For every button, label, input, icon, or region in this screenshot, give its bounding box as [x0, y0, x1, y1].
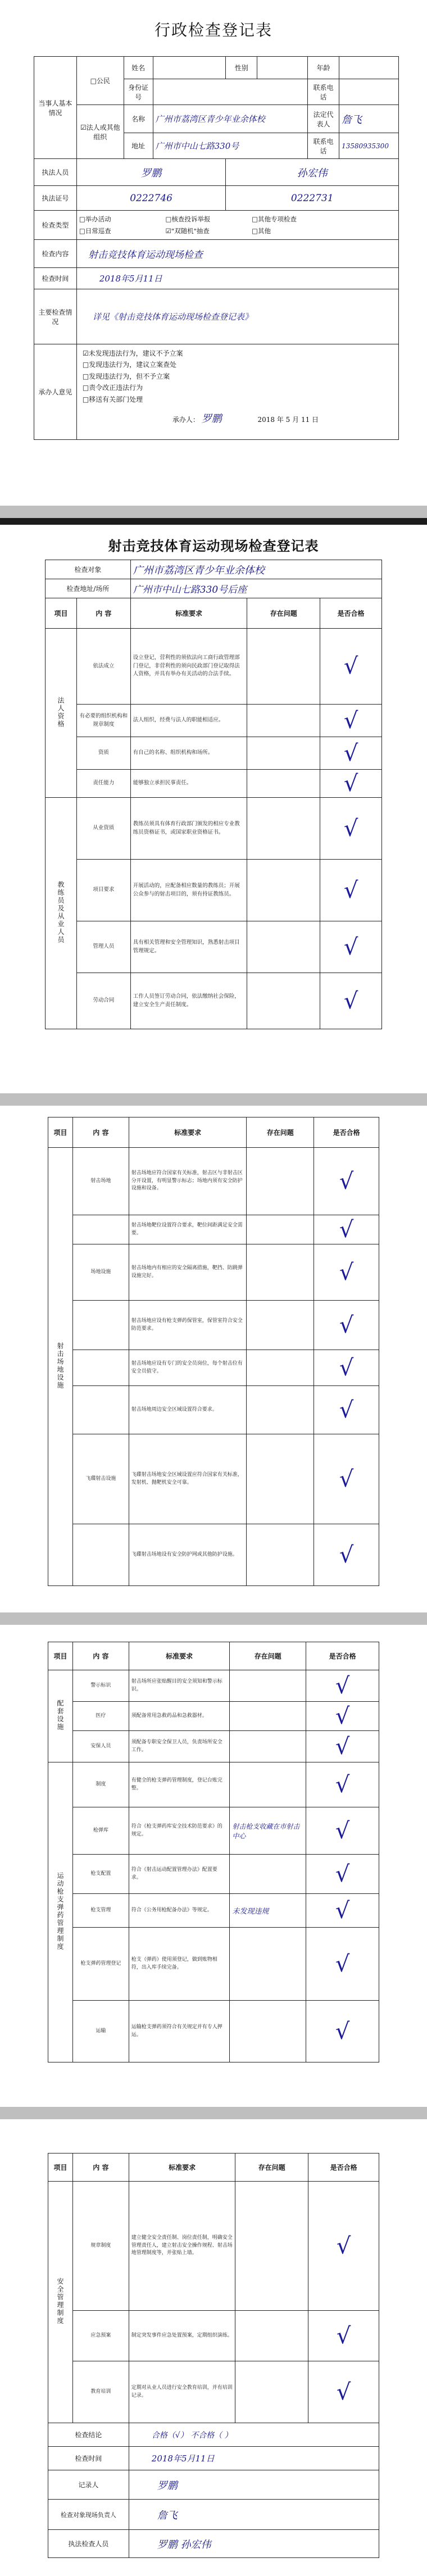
row-standard: 枪支（弹药）使用须登记，做到账物相符，出入库手续完备。: [129, 1928, 230, 2001]
row-standard: 飞碟射击场地设有安全防护网或其他防护设施。: [129, 1524, 247, 1586]
check-mark: √: [306, 1702, 379, 1731]
row-content: 项目要求: [76, 860, 130, 921]
page-separator: [0, 506, 427, 518]
id-value: [153, 79, 307, 105]
main-label: 主要检查情况: [34, 289, 77, 344]
type-option: □核查投诉举报: [165, 215, 211, 223]
row-issue: [247, 860, 320, 921]
conclusion-value: 合格（√） 不合格（ ）: [129, 2423, 379, 2447]
row-issue: [247, 1524, 314, 1586]
row-content: 枪弹库: [72, 1807, 129, 1855]
row-issue: [247, 1215, 314, 1244]
check-mark: √: [308, 2311, 379, 2361]
row-content: 有必要的组织机构和规章制度: [76, 705, 130, 737]
row-standard: 射击场地应设有专门的安全员岗位，每个射击位有安全员值守。: [129, 1350, 247, 1386]
row-standard: 能够独立承担民事责任。: [130, 770, 247, 798]
row-standard: 射击场地应设有枪支弹药保管室，保管室符合安全防范要求。: [129, 1301, 247, 1350]
header-item: 项目: [48, 1117, 73, 1148]
check-mark: √: [320, 770, 382, 798]
age-label: 年龄: [308, 57, 339, 79]
row-content: [72, 1215, 129, 1244]
check-mark: √: [314, 1301, 379, 1350]
row-issue: 射击枪支收藏在市射击中心: [230, 1807, 306, 1855]
row-content: 飞碟射击设施: [72, 1434, 129, 1524]
row-standard: 射击场地应符合国家有关标准，射击区与非射击区分开设置，有明显警示标志；场地内须有安全防护设施和设备。: [129, 1148, 247, 1215]
check-mark: √: [314, 1350, 379, 1386]
row-standard: 有健全的枪支弹药管理制度，登记台账完整。: [129, 1762, 230, 1807]
check-mark: √: [314, 1434, 379, 1524]
main-value: 详见《射击竞技体育运动现场检查登记表》: [76, 289, 398, 344]
header-qualified: 是否合格: [308, 2154, 379, 2182]
handler-label: 承办人：: [172, 415, 199, 424]
row-issue: [247, 973, 320, 1029]
check-mark: √: [320, 921, 382, 973]
check-mark: √: [308, 2361, 379, 2423]
page-5: [0, 2119, 427, 2576]
org-option: ☑法人或其他组织: [76, 105, 124, 159]
content-value: 射击竞技体育运动现场检查: [76, 240, 398, 268]
type-option: □日常巡查: [79, 226, 111, 235]
page-separator: [0, 1093, 427, 1106]
page-title: 射击竞技体育运动现场检查登记表: [108, 538, 319, 554]
unit-value: 广州市荔湾区青少年业余体校: [130, 560, 381, 579]
page-4: [0, 1625, 427, 2107]
row-standard: 设立登记，营利性的须依法向工商行政管理部门登记，非营利性的须向民政部门登记取得法人资格，并具有举办有关活动的合法手续。: [130, 629, 247, 705]
header-standard: 标准要求: [129, 1117, 247, 1148]
row-standard: 射击场地内有相应的安全隔离措施，靶挡、防跳弹设施完好。: [129, 1244, 247, 1301]
check-mark: √: [306, 2001, 379, 2062]
row-standard: 具有相关管理和安全管理知识，熟悉射击项目管理规定。: [130, 921, 247, 973]
id-label: 身份证号: [124, 79, 153, 105]
row-content: 安保人员: [72, 1731, 129, 1762]
check-mark: √: [306, 1928, 379, 2001]
check-mark: √: [320, 798, 382, 860]
inspection-register-table: [34, 56, 399, 440]
org-name-value: 广州市荔湾区青少年业余体校: [153, 105, 307, 133]
row-issue: [247, 705, 320, 737]
row-issue: [230, 1762, 306, 1807]
row-issue: [230, 1928, 306, 2001]
row-issue: [247, 1148, 314, 1215]
check-mark: √: [314, 1524, 379, 1586]
time-value: 2018年5月11日: [76, 268, 398, 289]
group-label: 配套设施: [56, 1700, 64, 1731]
address-label: 地址: [124, 133, 153, 159]
type-option: ☑"双随机"抽查: [165, 226, 210, 235]
row-content: 警示标识: [72, 1670, 129, 1702]
group-label: 教练员及从业人员: [56, 881, 65, 944]
row-content: [72, 1350, 129, 1386]
row-standard: 飞碟射击场地安全区域设置应符合国家有关标准，发射机、抛靶机安全可靠。: [129, 1434, 247, 1524]
conclusion-label: 检查结论: [48, 2423, 129, 2447]
header-content: 内 容: [72, 1117, 129, 1148]
header-item: 项目: [48, 2154, 73, 2182]
check-mark: √: [314, 1148, 379, 1215]
row-issue: [247, 629, 320, 705]
check-mark: √: [320, 860, 382, 921]
row-content: [72, 1301, 129, 1350]
date-value: 2018年5月11日: [129, 2447, 379, 2470]
row-content: 制度: [72, 1762, 129, 1807]
site-value: 广州市中山七路330号后座: [130, 579, 381, 598]
row-issue: 未发现违规: [230, 1894, 306, 1928]
row-standard: 运输枪支弹药须符合有关规定并有专人押运。: [129, 2001, 230, 2062]
page-separator-dark: [0, 518, 427, 525]
page-separator: [0, 2107, 427, 2119]
gender-value: [257, 57, 308, 79]
row-content: [72, 1524, 129, 1586]
org-name-label: 名称: [124, 105, 153, 133]
check-mark: √: [308, 2182, 379, 2311]
row-issue: [230, 1670, 306, 1702]
responsible-label: 检查对象现场负责人: [48, 2500, 129, 2530]
check-mark: √: [306, 1807, 379, 1855]
row-content: 应急预案: [72, 2311, 129, 2361]
row-content: 劳动合同: [76, 973, 130, 1029]
opinion-cell: [76, 344, 398, 440]
row-standard: 教练员须具有体育行政部门颁发的相应专业教练员资格证书，或国家职业资格证书。: [130, 798, 247, 860]
row-issue: [247, 1434, 314, 1524]
opinion-label: 承办人意见: [34, 344, 77, 440]
page-separator: [0, 1612, 427, 1625]
page-3: [0, 1106, 427, 1612]
check-mark: √: [320, 705, 382, 737]
header-issue: 存在问题: [247, 598, 320, 629]
row-standard: 法人组织，经费与法人的职能相适应。: [130, 705, 247, 737]
recorder-signature: 罗鹏: [129, 2470, 379, 2500]
sign-date: 2018 年 5 月 11 日: [257, 415, 319, 424]
row-issue: [230, 2001, 306, 2062]
legal-rep-label: 法定代表人: [308, 105, 339, 133]
header-issue: 存在问题: [235, 2154, 308, 2182]
header-issue: 存在问题: [230, 1642, 306, 1670]
party-label: 当事人基本情况: [34, 57, 77, 159]
row-content: 枪支弹药管理登记: [72, 1928, 129, 2001]
site-label: 检查地址/场所: [46, 579, 131, 598]
opinion-item: ☑未发现违法行为，建议不予立案: [82, 349, 183, 357]
date-label: 检查时间: [48, 2447, 129, 2470]
row-content: 场地设施: [72, 1244, 129, 1301]
time-label: 检查时间: [34, 268, 77, 289]
safety-table: [48, 2153, 379, 2558]
opinion-item: □发现违法行为，建议立案查处: [82, 361, 177, 369]
header-item: 项目: [46, 598, 77, 629]
row-standard: 符合《枪支弹药库安全技术防范要求》的规定。: [129, 1807, 230, 1855]
recorder-label: 记录人: [48, 2470, 129, 2500]
age-value: [339, 57, 398, 79]
row-standard: 工作人员签订劳动合同，依法缴纳社会保险，建立安全生产责任制度。: [130, 973, 247, 1029]
row-standard: 符合《射击运动配置管理办法》配置要求。: [129, 1855, 230, 1894]
check-mark: √: [306, 1855, 379, 1894]
row-content: 射击场地: [72, 1148, 129, 1215]
row-standard: 射击场地周边安全区域设置符合要求。: [129, 1386, 247, 1434]
row-standard: 有自己的名称、组织机构和场所。: [130, 737, 247, 770]
address-value: 广州市中山七路330号: [153, 133, 307, 159]
header-qualified: 是否合格: [320, 598, 382, 629]
row-content: 教育培训: [72, 2361, 129, 2423]
ammunition-table: [48, 1642, 379, 2062]
check-mark: √: [306, 1762, 379, 1807]
page-2: [0, 525, 427, 1093]
check-mark: √: [306, 1670, 379, 1702]
row-issue: [247, 1350, 314, 1386]
group-label: 运动枪支弹药管理制度: [56, 1872, 64, 1951]
row-issue: [247, 1301, 314, 1350]
row-standard: 制定突发事件应急处置预案，定期组织演练。: [129, 2311, 235, 2361]
legal-rep-value: 詹飞: [339, 105, 398, 133]
row-content: 运输: [72, 2001, 129, 2062]
person-option: □公民: [76, 57, 124, 105]
check-mark: √: [320, 629, 382, 705]
phone-value: [339, 79, 398, 105]
row-issue: [247, 921, 320, 973]
header-qualified: 是否合格: [306, 1642, 379, 1670]
check-mark: √: [320, 737, 382, 770]
header-standard: 标准要求: [130, 598, 247, 629]
type-option: □其他专项检查: [252, 215, 297, 223]
row-standard: 射击场所应张贴醒目的安全须知和警示标识。: [129, 1670, 230, 1702]
cert-label: 执法证号: [34, 186, 77, 211]
facilities-table: [48, 1117, 379, 1586]
cert-1: 0222746: [76, 186, 226, 211]
opinion-item: □移送有关部门处理: [82, 395, 143, 403]
row-content: 依法成立: [76, 629, 130, 705]
row-issue: [235, 2311, 308, 2361]
row-standard: 建立健全安全责任制、岗位责任制，明确安全管理责任人，建立射击安全操作规程、射击场地管理制度等，并张贴上墙。: [129, 2182, 235, 2311]
type-option: □举办活动: [79, 215, 111, 223]
type-options: [76, 211, 398, 240]
contact-phone-label: 联系电话: [308, 133, 339, 159]
row-issue: [247, 1386, 314, 1434]
check-mark: √: [320, 973, 382, 1029]
opinion-item: □发现违法行为，但不予立案: [82, 372, 170, 380]
row-standard: 须配备专职安全保卫人员，负责场所安全工作。: [129, 1731, 230, 1762]
header-content: 内 容: [72, 1642, 129, 1670]
page-1: [0, 0, 427, 506]
inspector-label: 执法检查人员: [48, 2530, 129, 2558]
header-content: 内 容: [76, 598, 130, 629]
inspectors-label: 执法人员: [34, 159, 77, 186]
inspector-2: 孙宏伟: [226, 159, 399, 186]
header-content: 内 容: [72, 2154, 129, 2182]
header-item: 项目: [48, 1642, 73, 1670]
opinion-item: □责令改正违法行为: [82, 384, 143, 392]
check-mark: √: [306, 1731, 379, 1762]
page-title: 行政检查登记表: [154, 21, 272, 39]
row-content: 从业资质: [76, 798, 130, 860]
row-issue: [247, 770, 320, 798]
handler-signature: 罗鹏: [201, 412, 222, 425]
row-issue: [230, 1855, 306, 1894]
row-content: 资质: [76, 737, 130, 770]
row-issue: [230, 1731, 306, 1762]
row-issue: [247, 1244, 314, 1301]
cert-2: 0222731: [226, 186, 399, 211]
check-mark: √: [314, 1215, 379, 1244]
row-standard: 须配备常用急救药品和急救器材。: [129, 1702, 230, 1731]
header-standard: 标准要求: [129, 2154, 235, 2182]
row-content: 规章制度: [72, 2182, 129, 2311]
inspector-1: 罗鹏: [76, 159, 226, 186]
type-label: 检查类型: [34, 211, 77, 240]
type-option: □其他: [252, 226, 271, 235]
row-issue: [235, 2361, 308, 2423]
row-content: 枪支管理: [72, 1894, 129, 1928]
row-issue: [247, 737, 320, 770]
row-content: 医疗: [72, 1702, 129, 1731]
row-issue: [235, 2182, 308, 2311]
group-label: 射击场地设施: [56, 1342, 64, 1389]
row-issue: [247, 798, 320, 860]
row-content: [72, 1386, 129, 1434]
check-mark: √: [306, 1894, 379, 1928]
inspector-signature: 罗鹏 孙宏伟: [129, 2530, 379, 2558]
group-label: 法人资格: [56, 696, 65, 728]
phone-label: 联系电话: [308, 79, 339, 105]
row-standard: 开展活动的，应配备相应数量的教练员；开展公众参与的射击项目的，须有持证教练员。: [130, 860, 247, 921]
header-standard: 标准要求: [129, 1642, 230, 1670]
group-label: 安全管理制度: [56, 2278, 64, 2325]
header-issue: 存在问题: [247, 1117, 314, 1148]
row-content: 枪支配置: [72, 1855, 129, 1894]
check-mark: √: [314, 1244, 379, 1301]
row-issue: [230, 1702, 306, 1731]
row-standard: 定期对从业人员进行安全教育培训，并有培训记录。: [129, 2361, 235, 2423]
check-mark: √: [314, 1386, 379, 1434]
name-value: [153, 57, 226, 79]
header-qualified: 是否合格: [314, 1117, 379, 1148]
unit-label: 检查对象: [46, 560, 131, 579]
row-content: 责任能力: [76, 770, 130, 798]
responsible-signature: 詹飞: [129, 2500, 379, 2530]
row-standard: 符合《公务用枪配备办法》等规定。: [129, 1894, 230, 1928]
row-standard: 射击场地靶位设置符合要求，靶位间距满足安全需要。: [129, 1215, 247, 1244]
gender-label: 性别: [226, 57, 257, 79]
row-content: 管理人员: [76, 921, 130, 973]
contact-phone-value: 13580935300: [339, 133, 398, 159]
name-label: 姓名: [124, 57, 153, 79]
content-label: 检查内容: [34, 240, 77, 268]
shooting-inspection-table: [45, 560, 382, 1029]
